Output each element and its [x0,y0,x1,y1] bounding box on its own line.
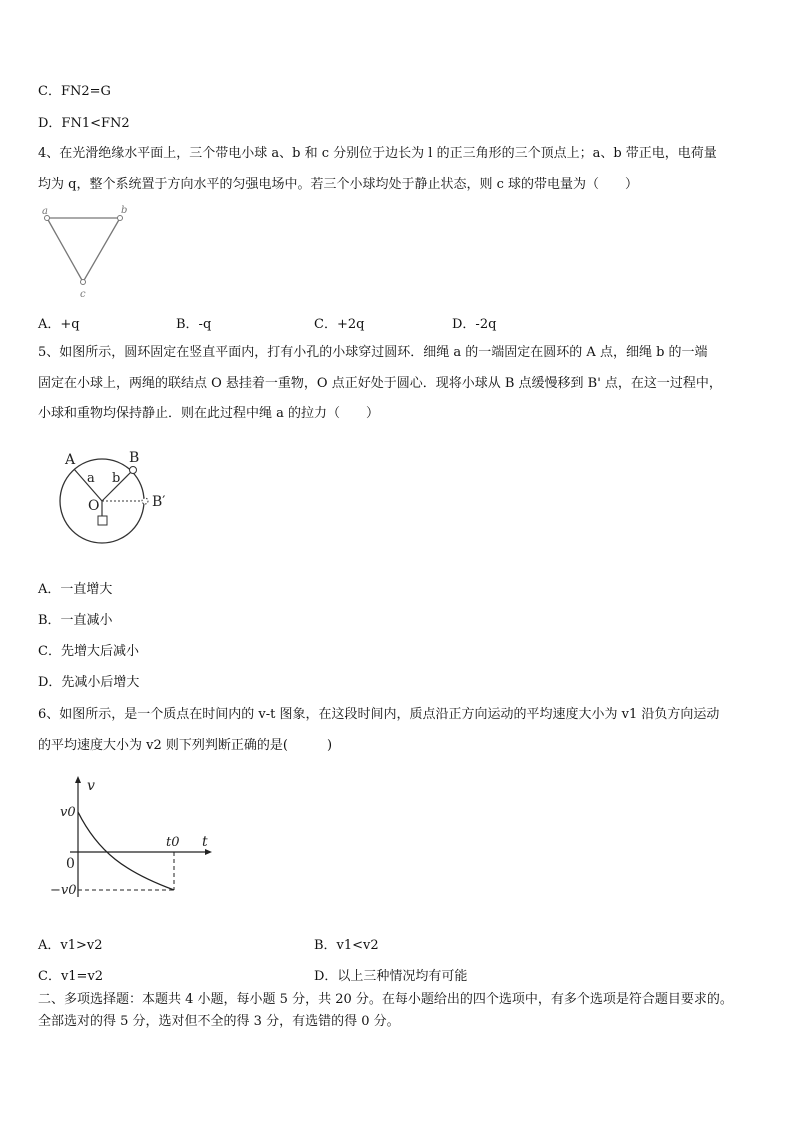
label-neg-v0: −v0 [50,883,77,898]
label-v-axis: v [87,778,95,794]
q5-stem-line1: 5、如图所示，圆环固定在竖直平面内，打有小孔的小球穿过圆环．细绳 a 的一端固定在圆环的 A 点，细绳 b 的一端 [38,345,708,360]
ball-position-b-prime [142,498,148,504]
q4-triangle-figure [38,204,138,300]
section2-instructions-line2: 全部选对的得 5 分，选对但不全的得 3 分，有选错的得 0 分。 [38,1014,400,1029]
prev-option-c: C．FN2=G [38,84,111,99]
label-rope-a: a [87,471,95,486]
triangle-side-bc [83,218,120,282]
label-A: A [65,452,76,468]
v-axis-arrow [75,776,81,783]
label-b: b [121,205,128,216]
label-O: O [88,498,100,514]
label-origin: 0 [66,856,75,872]
q6-option-d: D．以上三种情况均有可能 [314,969,468,984]
label-a: a [42,206,48,217]
q4-option-b: B．-q [176,317,212,332]
label-t-axis: t [202,834,208,850]
q4-option-d: D．-2q [452,317,497,332]
weight-block [98,516,107,525]
ball-b [118,216,123,221]
q4-option-c: C．+2q [314,317,365,332]
small-ball [130,467,137,474]
q5-option-c: C．先增大后减小 [38,644,139,659]
q5-option-d: D．先减小后增大 [38,675,140,690]
q6-stem-line1: 6、如图所示，是一个质点在时间内的 v-t 图象，在这段时间内，质点沿正方向运动的平均速度大小为 v1 沿负方向运动 [38,707,720,722]
triangle-side-ac [47,218,83,282]
label-v0: v0 [60,805,76,820]
velocity-curve [78,812,174,890]
prev-option-d: D．FN1<FN2 [38,116,130,131]
label-B: B [129,450,140,466]
label-t0: t0 [166,835,180,850]
q4-option-a: A．+q [38,317,80,332]
q4-stem-line2: 均为 q，整个系统置于方向水平的匀强电场中。若三个小球均处于静止状态，则 c 球的带电量为（ ） [38,177,639,192]
ball-c [81,280,86,285]
q6-vt-graph [40,772,220,912]
q5-stem-line3: 小球和重物均保持静止．则在此过程中绳 a 的拉力（ ） [38,406,380,421]
label-c: c [80,289,86,300]
section2-instructions-line1: 二、多项选择题：本题共 4 小题，每小题 5 分，共 20 分。在每小题给出的四个选项中，有多个选项是符合题目要求的。 [38,992,733,1007]
q6-option-b: B．v1<v2 [314,938,379,953]
q5-option-a: A．一直增大 [38,582,113,597]
q5-stem-line2: 固定在小球上，两绳的联结点 O 悬挂着一重物，O 点正好处于圆心．现将小球从 B 点缓慢移到 B' 点，在这一过程中， [38,376,722,391]
q5-ring-figure [56,446,186,551]
q6-option-a: A．v1>v2 [38,938,103,953]
q5-option-b: B．一直减小 [38,613,113,628]
q6-option-c: C．v1=v2 [38,969,104,984]
label-rope-b: b [112,471,121,486]
q6-stem-line2: 的平均速度大小为 v2 则下列判断正确的是( ) [38,738,333,753]
label-B-prime: B′ [152,494,166,510]
q4-stem-line1: 4、在光滑绝缘水平面上，三个带电小球 a、b 和 c 分别位于边长为 l 的正三角形的三个顶点上；a、b 带正电，电荷量 [38,146,717,161]
